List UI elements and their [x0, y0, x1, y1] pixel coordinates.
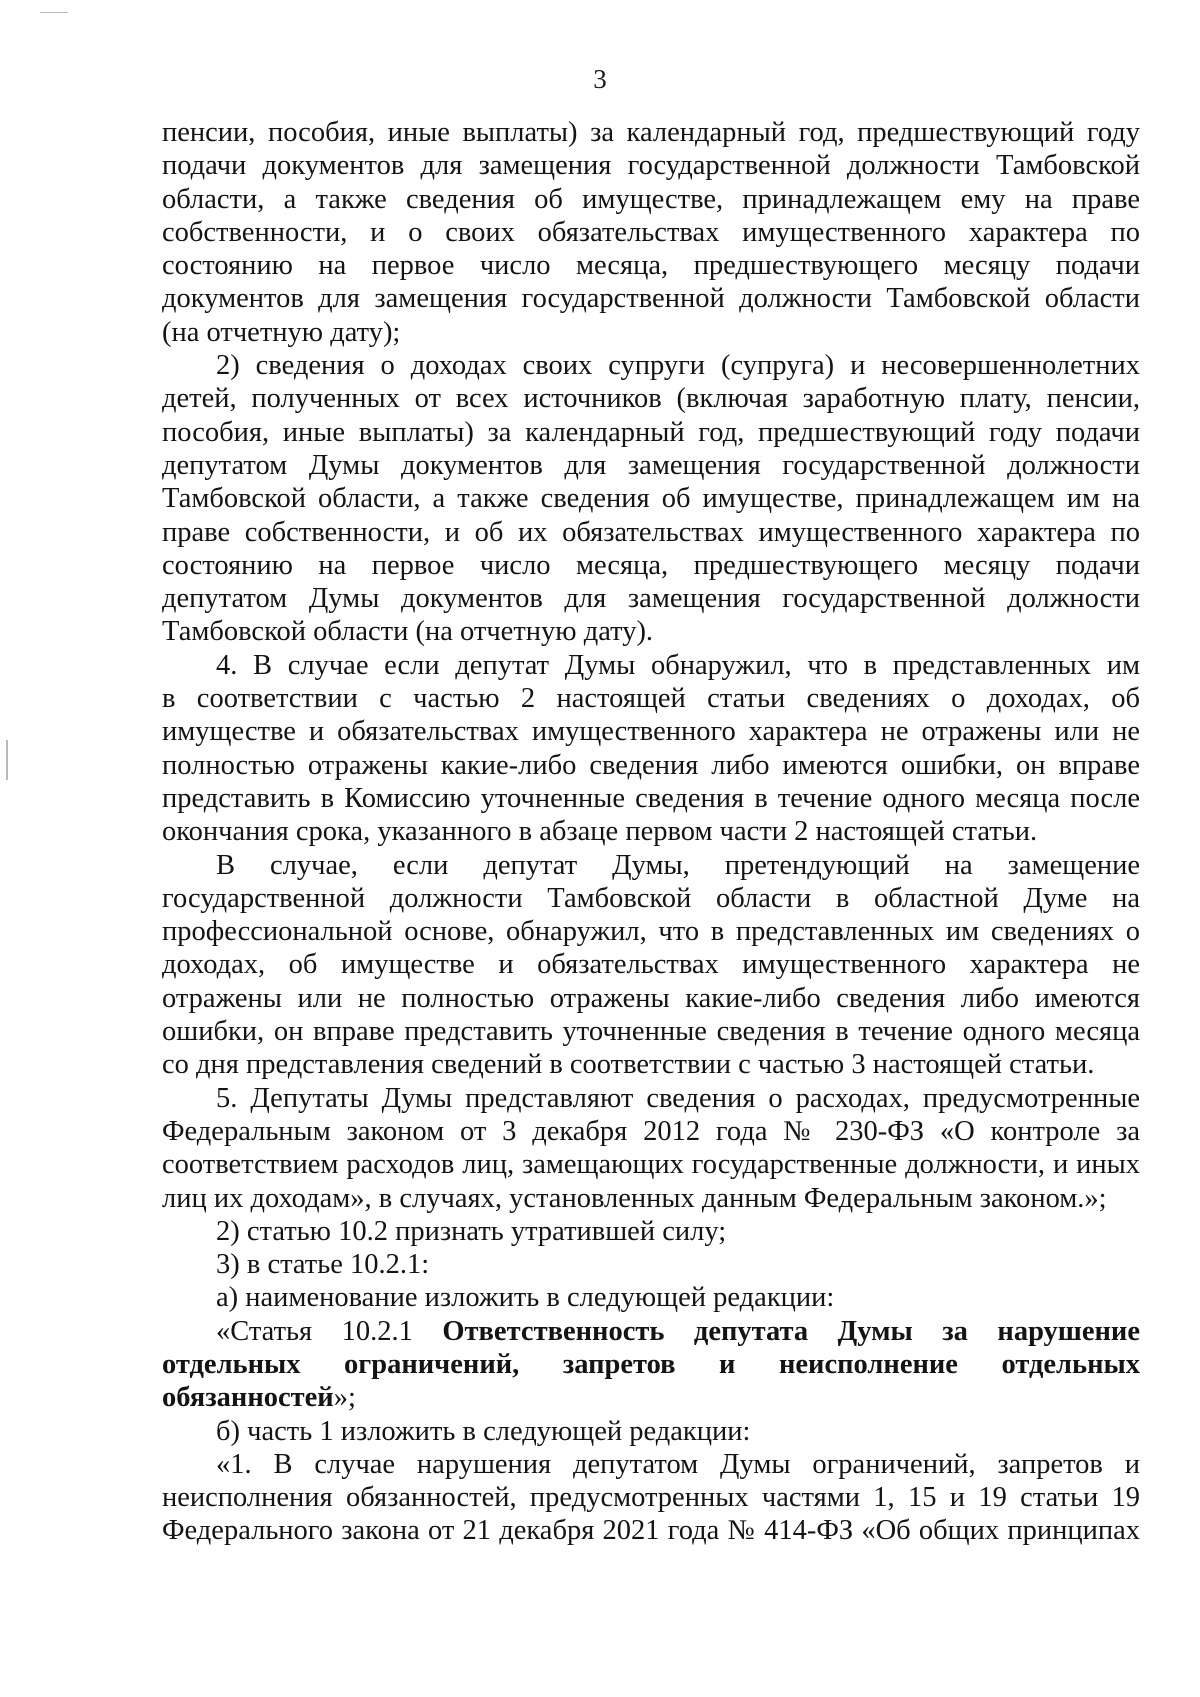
- text-line: доходах, об имуществе и обязательствах имущественного характера не: [162, 949, 1140, 981]
- scan-artifact: [6, 740, 8, 780]
- text-line: собственности, и о своих обязательствах имущественного характера по: [162, 216, 1140, 248]
- text-line: подачи документов для замещения государственной должности Тамбовской: [162, 150, 1140, 182]
- text-line: со дня представления сведений в соответствии с частью 3 настоящей статьи.: [162, 1049, 1095, 1081]
- text-line: в соответствии с частью 2 настоящей статьи сведениях о доходах, об: [162, 683, 1140, 715]
- text-line: Тамбовской области (на отчетную дату).: [162, 616, 654, 648]
- text-line: депутатом Думы документов для замещения государственной должности: [162, 449, 1140, 481]
- text-line: Федерального закона от 21 декабря 2021 года № 414-ФЗ «Об общих принципах: [162, 1515, 1140, 1547]
- text-line: полностью отражены какие-либо сведения либо имеются ошибки, он вправе: [162, 749, 1140, 781]
- text-line: 4. В случае если депутат Думы обнаружил, что в представленных им: [216, 649, 1140, 681]
- text-line: 3) в статье 10.2.1:: [216, 1249, 430, 1281]
- text-line: Тамбовской области, а также сведения об имуществе, принадлежащем им на: [162, 483, 1140, 515]
- text-line: 5. Депутаты Думы представляют сведения о расходах, предусмотренные: [216, 1082, 1140, 1114]
- text-line: государственной должности Тамбовской области в областной Думе на: [162, 882, 1140, 914]
- text-line: 2) сведения о доходах своих супруги (супруга) и несовершеннолетних: [216, 350, 1140, 382]
- text-line: детей, полученных от всех источников (включая заработную плату, пенсии,: [162, 383, 1140, 415]
- text-line: пособия, иные выплаты) за календарный год, предшествующий году подачи: [162, 416, 1140, 448]
- scan-artifact: [40, 12, 68, 13]
- text-line: Федеральным законом от 3 декабря 2012 года № 230-ФЗ «О контроле за: [162, 1115, 1140, 1147]
- article-heading-number: «Статья 10.2.1: [216, 1315, 443, 1347]
- body-text-block: [162, 116, 1140, 1315]
- article-heading-line-1: [162, 1315, 1140, 1348]
- text-line: В случае, если депутат Думы, претендующий на замещение: [216, 849, 1140, 881]
- text-line: лиц их доходам», в случаях, установленных данным Федеральным законом.»;: [162, 1182, 1107, 1214]
- article-heading-title: Ответственность депутата Думы за нарушение: [442, 1315, 1140, 1347]
- article-heading-line-3: [162, 1381, 1140, 1414]
- page-number: 3: [593, 64, 607, 94]
- text-line: отражены или не полностью отражены какие-либо сведения либо имеются: [162, 982, 1140, 1014]
- text-line: соответствием расходов лиц, замещающих государственные должности, и иных: [162, 1149, 1140, 1181]
- text-line: депутатом Думы документов для замещения государственной должности: [162, 583, 1140, 615]
- text-line: праве собственности, и об их обязательствах имущественного характера по: [162, 516, 1140, 548]
- text-line: «1. В случае нарушения депутатом Думы ограничений, запретов и: [216, 1448, 1140, 1480]
- text-line: профессиональной основе, обнаружил, что в представленных им сведениях о: [162, 916, 1140, 948]
- body-text-tail: [162, 1415, 1140, 1548]
- text-line: документов для замещения государственной должности Тамбовской области: [162, 283, 1140, 315]
- text-line: 2) статью 10.2 признать утратившей силу;: [216, 1215, 727, 1247]
- article-heading-close: »;: [333, 1382, 356, 1414]
- text-line: состоянию на первое число месяца, предшествующего месяцу подачи: [162, 250, 1140, 282]
- text-line: состоянию на первое число месяца, предшествующего месяцу подачи: [162, 549, 1140, 581]
- text-line: неисполнения обязанностей, предусмотренных частями 1, 15 и 19 статьи 19: [162, 1482, 1140, 1514]
- text-line: ошибки, он вправе представить уточненные сведения в течение одного месяца: [162, 1016, 1140, 1048]
- text-line: имуществе и обязательствах имущественного характера не отражены или не: [162, 716, 1140, 748]
- text-line: а) наименование изложить в следующей редакции:: [216, 1282, 835, 1314]
- text-line: (на отчетную дату);: [162, 316, 401, 348]
- text-line: б) часть 1 изложить в следующей редакции:: [216, 1415, 751, 1447]
- article-heading-title-end: обязанностей: [162, 1382, 334, 1414]
- document-body: [162, 116, 1140, 1548]
- text-line: представить в Комиссию уточненные сведения в течение одного месяца после: [162, 782, 1140, 814]
- text-line: пенсии, пособия, иные выплаты) за календарный год, предшествующий году: [162, 117, 1140, 148]
- text-line: окончания срока, указанного в абзаце первом части 2 настоящей статьи.: [162, 816, 1038, 848]
- article-heading-line-2: отдельных ограничений, запретов и неисполнение отдельных: [162, 1348, 1140, 1380]
- text-line: области, а также сведения об имуществе, принадлежащем ему на праве: [162, 183, 1140, 215]
